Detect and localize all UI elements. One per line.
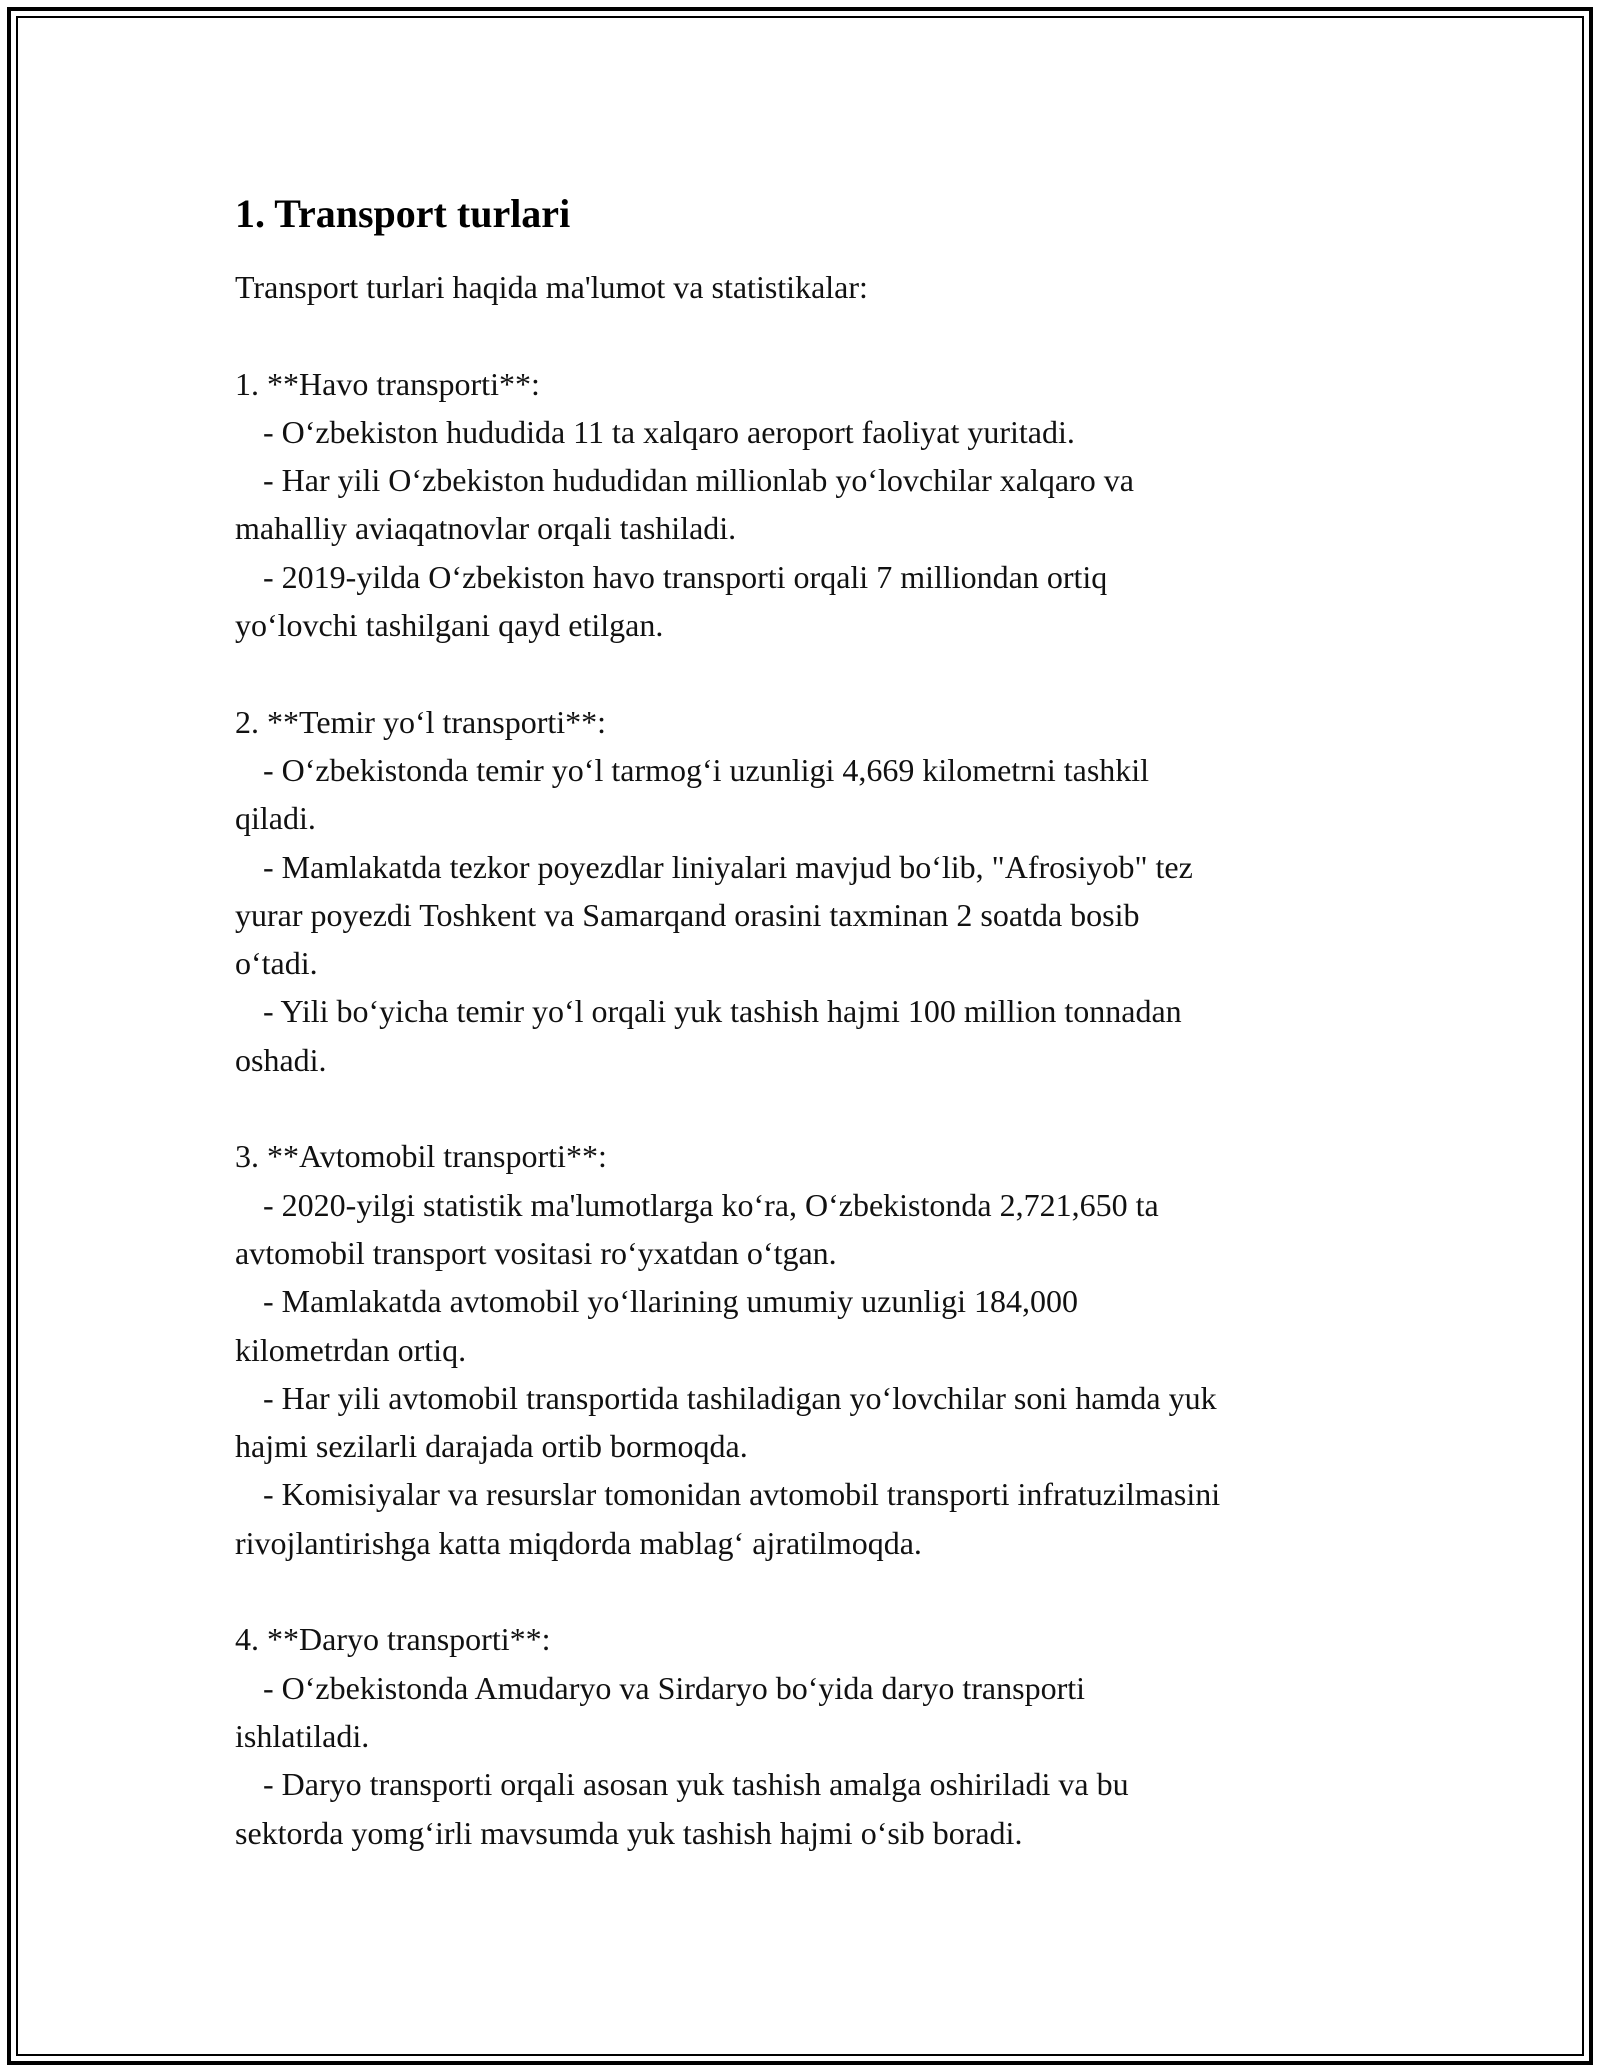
text-line: rivojlantirishga katta miqdorda mablag‘ ajratilmoqda. xyxy=(235,1524,922,1561)
text-line: - Mamlakatda avtomobil yo‘llarining umumiy uzunligi 184,000 xyxy=(263,1283,1078,1320)
blank-line xyxy=(235,1084,1385,1132)
blank-line xyxy=(235,311,1385,359)
text-line: sektorda yomg‘irli mavsumda yuk tashish hajmi o‘sib boradi. xyxy=(235,1814,1023,1851)
blank-line xyxy=(235,649,1385,697)
text-line: yurar poyezdi Toshkent va Samarqand orasini taxminan 2 soatda bosib xyxy=(235,896,1140,933)
text-line: mahalliy aviaqatnovlar orqali tashiladi. xyxy=(235,510,737,547)
text-line: avtomobil transport vositasi ro‘yxatdan o‘tgan. xyxy=(235,1234,837,1271)
text-line: - O‘zbekiston hududida 11 ta xalqaro aeroport faoliyat yuritadi. xyxy=(263,413,1075,450)
text-line: - Har yili O‘zbekiston hududidan millionlab yo‘lovchilar xalqaro va xyxy=(263,462,1134,499)
document-title: 1. Transport turlari xyxy=(235,191,571,236)
text-line: - 2020-yilgi statistik ma'lumotlarga ko‘ra, O‘zbekistonda 2,721,650 ta xyxy=(263,1186,1159,1223)
text-line: - O‘zbekistonda temir yo‘l tarmog‘i uzunligi 4,669 kilometrni tashkil xyxy=(263,751,1150,788)
document-text xyxy=(235,263,1385,1857)
text-line: Transport turlari haqida ma'lumot va statistikalar: xyxy=(235,269,868,305)
text-line: qiladi. xyxy=(235,800,316,837)
text-line: 2. **Temir yo‘l transporti**: xyxy=(235,703,607,740)
text-line: - 2019-yilda O‘zbekiston havo transporti orqali 7 milliondan ortiq xyxy=(263,558,1108,595)
text-line: hajmi sezilarli darajada ortib bormoqda. xyxy=(235,1428,748,1465)
text-line: 4. **Daryo transporti**: xyxy=(235,1621,551,1658)
text-line: - Daryo transporti orqali asosan yuk tashish amalga oshiriladi va bu xyxy=(263,1766,1129,1803)
text-line: - Mamlakatda tezkor poyezdlar liniyalari mavjud bo‘lib, "Afrosiyob" tez xyxy=(263,848,1193,885)
text-line: - Yili bo‘yicha temir yo‘l orqali yuk tashish hajmi 100 million tonnadan xyxy=(263,993,1182,1030)
text-line: - Komisiyalar va resurslar tomonidan avtomobil transporti infratuzilmasini xyxy=(263,1476,1221,1513)
text-line: yo‘lovchi tashilgani qayd etilgan. xyxy=(235,607,664,644)
blank-line xyxy=(235,1567,1385,1615)
text-line: oshadi. xyxy=(235,1041,327,1078)
text-line: - O‘zbekistonda Amudaryo va Sirdaryo bo‘yida daryo transporti xyxy=(263,1669,1086,1706)
text-line: 3. **Avtomobil transporti**: xyxy=(235,1138,607,1175)
text-line: 1. **Havo transporti**: xyxy=(235,365,540,402)
text-line: - Har yili avtomobil transportida tashiladigan yo‘lovchilar soni hamda yuk xyxy=(263,1379,1217,1416)
text-line: ishlatiladi. xyxy=(235,1717,370,1754)
text-line: kilometrdan ortiq. xyxy=(235,1331,467,1368)
document-body xyxy=(235,185,1385,1857)
text-line: o‘tadi. xyxy=(235,945,318,982)
